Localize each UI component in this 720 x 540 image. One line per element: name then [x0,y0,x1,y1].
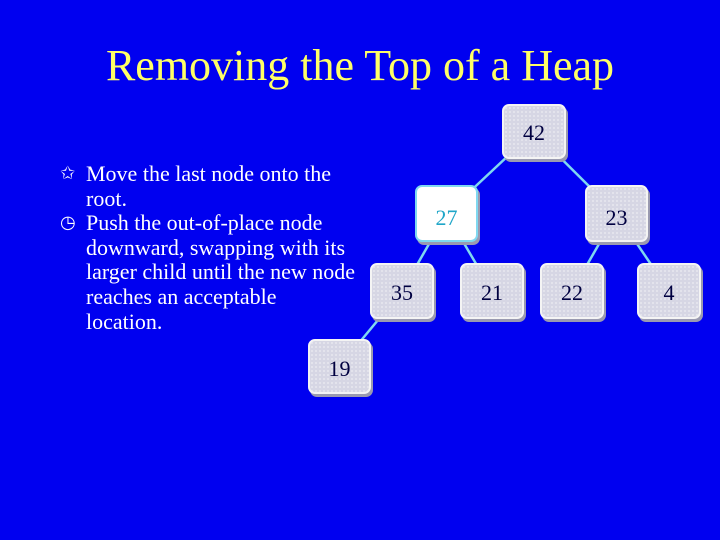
slide-title: Removing the Top of a Heap [105,41,615,90]
heap-node-label: 23 [605,205,628,230]
heap-node-label: 21 [481,280,503,305]
clock-icon: ◷ [60,212,76,234]
heap-node-23 [585,185,648,242]
star-icon: ✩ [60,163,76,184]
heap-node-label: 19 [328,356,351,381]
heap-node-42 [502,104,566,159]
heap-node-label: 27 [435,205,458,230]
heap-node-21 [460,263,524,319]
bullet-text-push-downward: Push the out-of-place node downward, swapping with its larger child until the new node reaches an acceptable location. [86,210,356,334]
heap-node-22 [540,263,604,319]
bullet-text-move-last-node: Move the last node onto the root. [86,161,332,211]
heap-node-label: 42 [523,120,545,145]
heap-node-19 [308,339,371,394]
heap-node-35 [370,263,434,319]
heap-node-label: 35 [391,280,413,305]
heap-node-label: 22 [561,280,583,305]
heap-node-label: 4 [663,280,675,305]
heap-node-27 [415,185,478,242]
heap-node-4 [637,263,701,319]
